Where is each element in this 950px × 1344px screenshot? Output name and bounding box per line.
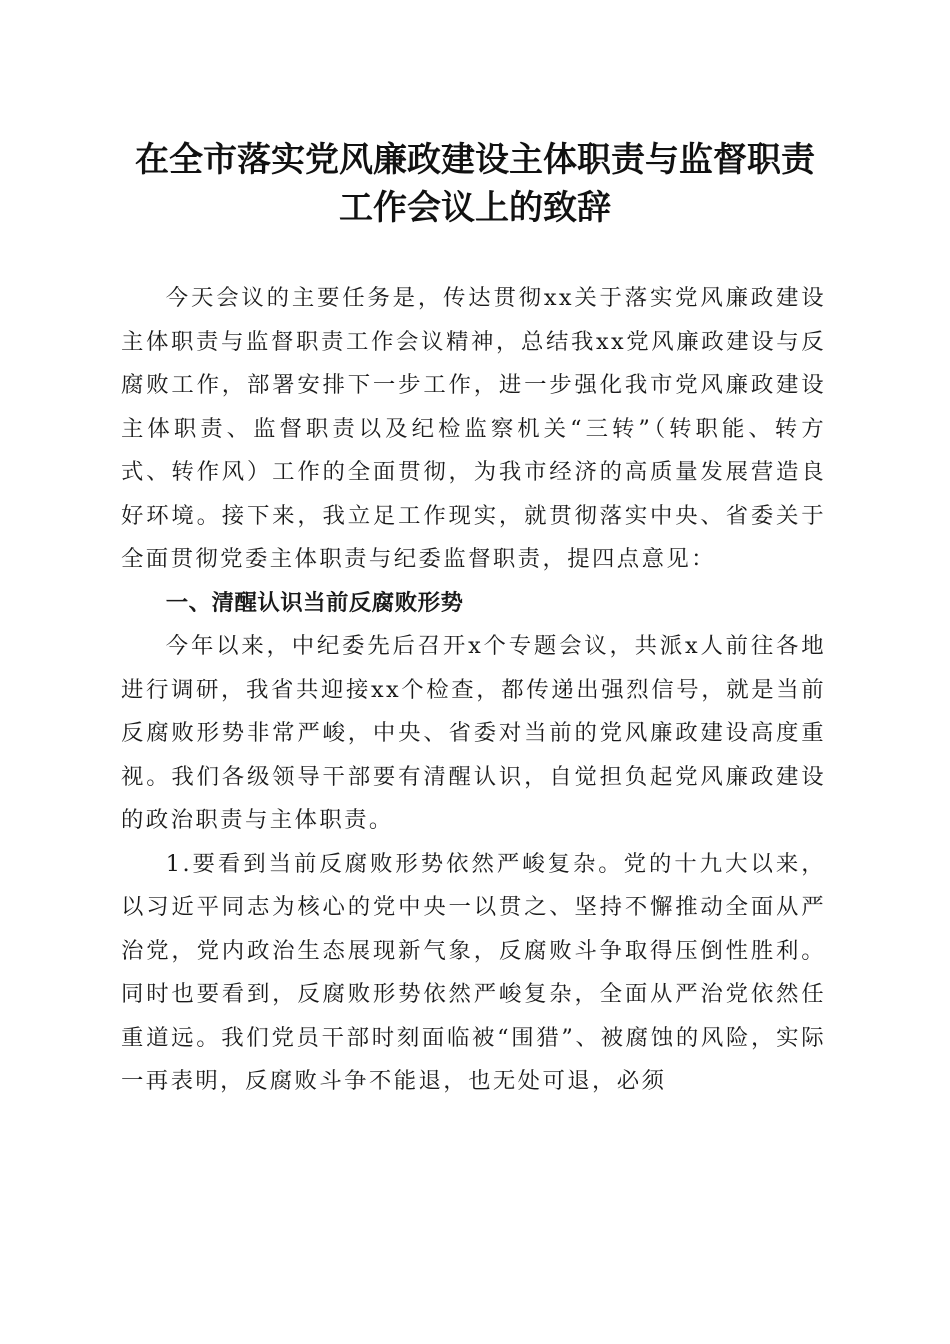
section-heading-1: 一、清醒认识当前反腐败形势 bbox=[165, 589, 464, 616]
section-1-paragraph: 今年以来，中纪委先后召开x个专题会议，共派x人前往各地进行调研，我省共迎接xx个检查，都传递出强烈信号，就是当前反腐败形势非常严峻，中央、省委对当前的党风廉政建设高度重视。我们各级领导干部要有清醒认识，自觉担负起党风廉政建设的政治职责与主体职责。 bbox=[121, 633, 826, 833]
intro-paragraph: 今天会议的主要任务是，传达贯彻xx关于落实党风廉政建设主体职责与监督职责工作会议精神，总结我xx党风廉政建设与反腐败工作，部署安排下一步工作，进一步强化我市党风廉政建设主体职责、监督职责以及纪检监察机关“三转”（转职能、转方式、转作风）工作的全面贯彻，为我市经济的高质量发展营造良好环境。接下来，我立足工作现实，就贯彻落实中央、省委关于全面贯彻党委主体职责与纪委监督职责，提四点意见： bbox=[121, 285, 826, 572]
point-1-paragraph: 1.要看到当前反腐败形势依然严峻复杂。党的十九大以来，以习近平同志为核心的党中央一以贯之、坚持不懈推动全面从严治党，党内政治生态展现新气象，反腐败斗争取得压倒性胜利。同时也要看到，反腐败形势依然严峻复杂，全面从严治党依然任重道远。我们党员干部时刻面临被“围猎”、被腐蚀的风险，实际一再表明，反腐败斗争不能退，也无处可退，必须 bbox=[121, 850, 826, 1094]
document-title-line-1: 在全市落实党风廉政建设主体职责与监督职责 bbox=[135, 140, 815, 180]
document-body bbox=[121, 277, 826, 1104]
document-title-line-2: 工作会议上的致辞 bbox=[339, 188, 611, 228]
